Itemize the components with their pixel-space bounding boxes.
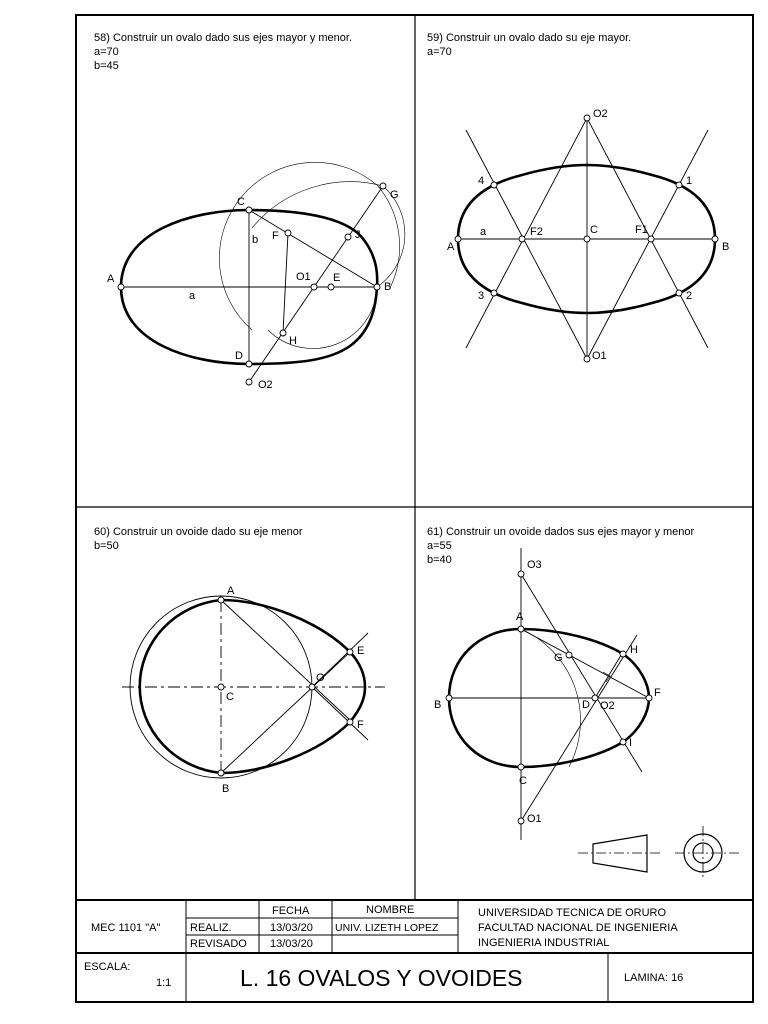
p58-label-f: F (272, 230, 279, 242)
p61-label-o1: O1 (527, 813, 542, 825)
p58-label-o2: O2 (258, 379, 273, 391)
tb-institution-1: UNIVERSIDAD TECNICA DE ORURO (478, 907, 667, 919)
tb-institution-3: INGENIERIA INDUSTRIAL (478, 937, 610, 949)
p58-arc-g (252, 182, 383, 228)
p59-label-a-point: A (447, 241, 455, 253)
tb-col-nombre: NOMBRE (366, 904, 415, 916)
p60-line-ae (221, 600, 350, 720)
p61-param-b: b=40 (427, 554, 452, 566)
p60-line-bf (221, 652, 350, 773)
panel-61 (427, 526, 740, 880)
p59-param-a: a=70 (427, 46, 452, 58)
tb-institution-2: FACULTAD NACIONAL DE INGENIERIA (478, 922, 678, 934)
p61-title: 61) Construir un ovoide dados sus ejes mayor y menor (427, 526, 695, 538)
tb-row-realiz: REALIZ. (190, 922, 232, 934)
p60-label-o: O (316, 672, 325, 684)
p58-label-a-point: A (107, 273, 115, 285)
p59-label-f2: F2 (530, 226, 543, 238)
p59-label-a-axis: a (480, 226, 487, 238)
p59-points (455, 115, 718, 362)
p59-label-f1: F1 (635, 224, 648, 236)
p58-label-g: G (390, 189, 399, 201)
p59-label-o1: O1 (592, 350, 607, 362)
p58-chord-cb (249, 210, 377, 287)
p60-title: 60) Construir un ovoide dado su eje menor (94, 526, 303, 538)
p59-line-o1-right (587, 130, 708, 359)
p59-label-c: C (590, 224, 598, 236)
p61-points (446, 571, 652, 824)
tb-row-revisado: REVISADO (190, 938, 247, 950)
panel-59 (427, 32, 729, 362)
tb-sheet-title: L. 16 OVALOS Y OVOIDES (240, 965, 523, 991)
p60-ovoid (140, 600, 365, 773)
p58-label-j: J (355, 229, 361, 241)
p61-label-o2: O2 (600, 700, 615, 712)
p58-title: 58) Construir un ovalo dado sus ejes mayor y menor. (94, 32, 353, 44)
p58-label-c: C (237, 196, 245, 208)
p58-label-d: D (235, 350, 243, 362)
p60-label-b: B (222, 783, 230, 795)
p61-line-hd (595, 652, 623, 698)
p59-label-2: 2 (686, 290, 693, 302)
p60-label-f: F (357, 719, 364, 731)
p61-label-c: C (519, 775, 527, 787)
tb-escala-label: ESCALA: (84, 961, 131, 973)
p61-label-b: B (434, 699, 442, 711)
p58-label-b-point: B (384, 281, 392, 293)
p58-label-h: H (289, 335, 297, 347)
p59-title: 59) Construir un ovalo dado su eje mayor. (427, 32, 632, 44)
p58-label-b-axis: b (252, 234, 259, 246)
p60-label-c: C (226, 691, 234, 703)
tb-date-realiz: 13/03/20 (270, 922, 313, 934)
p61-param-a: a=55 (427, 540, 452, 552)
p58-label-a-axis: a (189, 290, 196, 302)
p58-param-a: a=70 (94, 46, 119, 58)
p61-label-f: F (654, 687, 661, 699)
p60-points (218, 597, 353, 776)
p59-label-b-point: B (722, 241, 730, 253)
p60-label-a: A (227, 585, 235, 597)
p58-points (118, 183, 386, 385)
p58-label-e: E (333, 272, 341, 284)
p61-label-a: A (516, 611, 524, 623)
p59-label-3: 3 (478, 290, 485, 302)
p60-param-b: b=50 (94, 540, 119, 552)
tb-course: MEC 1101 "A" (91, 922, 161, 934)
p58-line-fh (283, 233, 288, 333)
tb-date-revisado: 13/03/20 (270, 938, 313, 950)
panel-58 (94, 32, 405, 391)
p60-label-e: E (357, 645, 365, 657)
p61-label-o3: O3 (527, 559, 542, 571)
title-block (76, 900, 753, 1002)
p61-line-o1-up (521, 635, 637, 821)
tb-col-fecha: FECHA (272, 905, 310, 917)
p58-param-b: b=45 (94, 60, 119, 72)
p61-label-d: D (582, 699, 590, 711)
p59-label-4: 4 (478, 175, 485, 187)
p59-line-o1-left (466, 130, 587, 359)
p61-label-h: H (630, 644, 638, 656)
projection-symbol-icon (578, 826, 740, 880)
p58-label-o1: O1 (296, 271, 311, 283)
tb-lamina: LAMINA: 16 (624, 972, 684, 984)
p61-label-i: I (629, 737, 633, 749)
panel-60 (94, 526, 385, 795)
p59-label-1: 1 (686, 175, 693, 187)
p59-label-o2: O2 (593, 108, 608, 120)
p61-label-g: G (554, 652, 563, 664)
tb-name-realiz: UNIV. LIZETH LOPEZ (335, 922, 439, 934)
tb-escala-value: 1:1 (156, 977, 172, 989)
